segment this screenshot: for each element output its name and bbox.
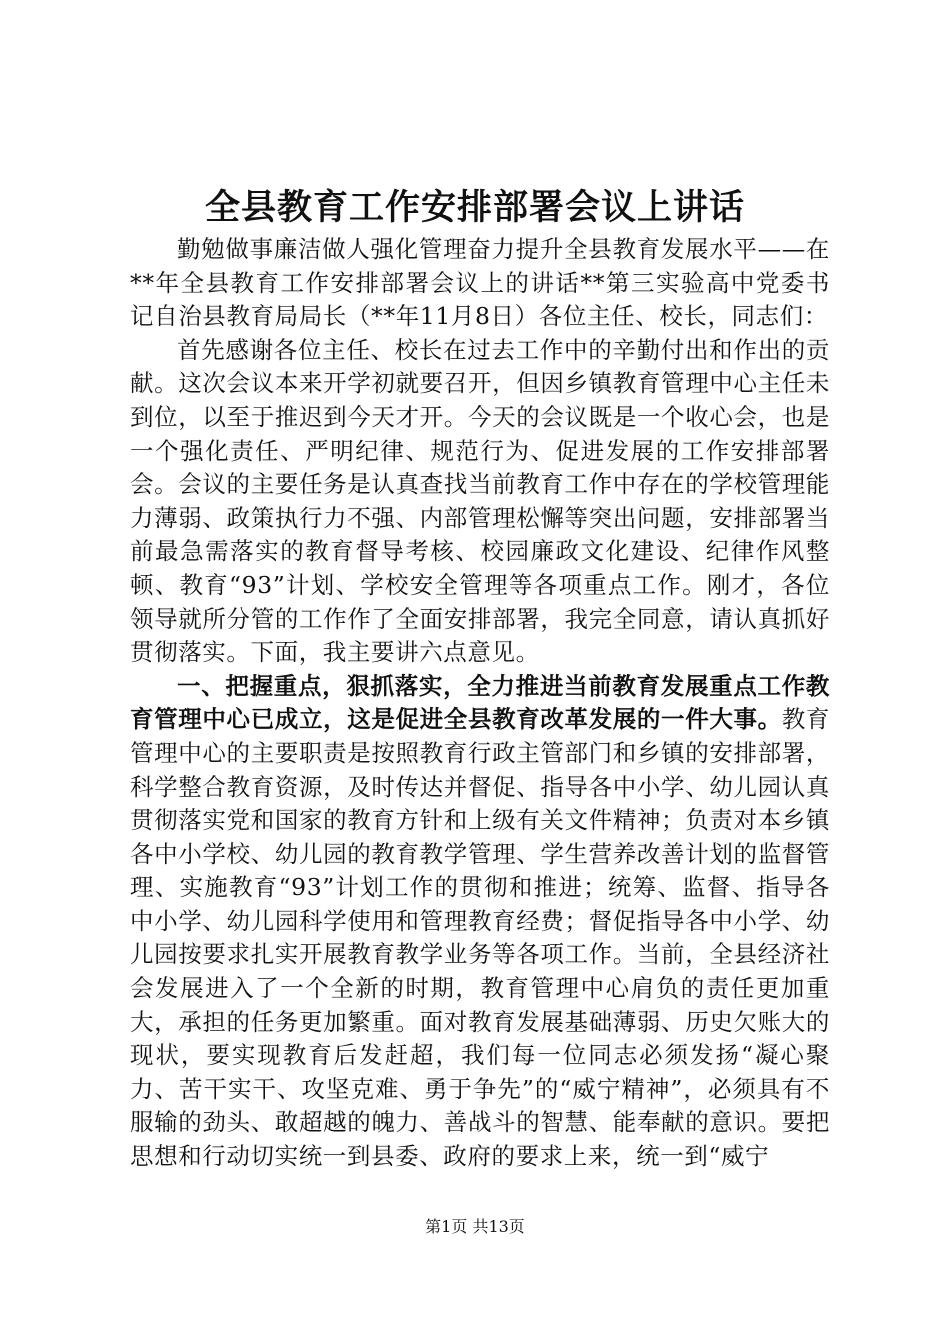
paragraph-opening <box>130 233 830 334</box>
page-number-footer: 第1页 共13页 <box>425 1217 525 1236</box>
section-heading: 一、把握重点，狠抓落实，全力推进当前教育发展重点工作教育管理中心已成立，这是促进全县教育改革发展的一件大事。 <box>130 671 830 734</box>
paragraph-thanks <box>130 334 830 670</box>
paragraph-text: 教育管理中心的主要职责是按照教育行政主管部门和乡镇的安排部署，科学整合教育资源，及时传达并督促、指导各中小学、幼儿园认真贯彻落实党和国家的教育方针和上级有关文件精神；负责对本乡镇各中小学校、幼儿园的教育教学管理、学生营养改善计划的监督管理、实施教育“93”计划工作的贯彻和推进；统筹、监督、指导各中小学、幼儿园科学使用和管理教育经费；督促指导各中小学、幼儿园按要求扎实开展教育教学业务等各项工作。当前，全县经济社会发展进入了一个全新的时期，教育管理中心肩负的责任更加重大，承担的任务更加繁重。面对教育发展基础薄弱、历史欠账大的现状，要实现教育后发赶超，我们每一位同志必须发扬“凝心聚力、苦干实干、攻坚克难、勇于争先”的“威宁精神”，必须具有不服输的劲头、敢超越的魄力、善战斗的智慧、能奉献的意识。要把思想和行动切实统一到县委、政府的要求上来，统一到“威宁 <box>130 705 831 1171</box>
document-title: 全县教育工作安排部署会议上讲话 <box>204 187 745 228</box>
paragraph-section-one <box>130 670 830 1174</box>
paragraph-text: 勤勉做事廉洁做人强化管理奋力提升全县教育发展水平——在**年全县教育工作安排部署会议上的讲话**第三实验高中党委书记自治县教育局局长（**年11月8日）各位主任、校长，同志们： <box>130 235 830 331</box>
paragraph-text: 首先感谢各位主任、校长在过去工作中的辛勤付出和作出的贡献。这次会议本来开学初就要召开，但因乡镇教育管理中心主任未到位，以至于推迟到今天才开。今天的会议既是一个收心会，也是一个强化责任、严明纪律、规范行为、促进发展的工作安排部署会。会议的主要任务是认真查找当前教育工作中存在的学校管理能力薄弱、政策执行力不强、内部管理松懈等突出问题，安排部署当前最急需落实的教育督导考核、校园廉政文化建设、纪律作风整顿、教育“93”计划、学校安全管理等各项重点工作。刚才，各位领导就所分管的工作作了全面安排部署，我完全同意，请认真抓好贯彻落实。下面，我主要讲六点意见。 <box>130 335 830 667</box>
document-body <box>130 233 830 1174</box>
